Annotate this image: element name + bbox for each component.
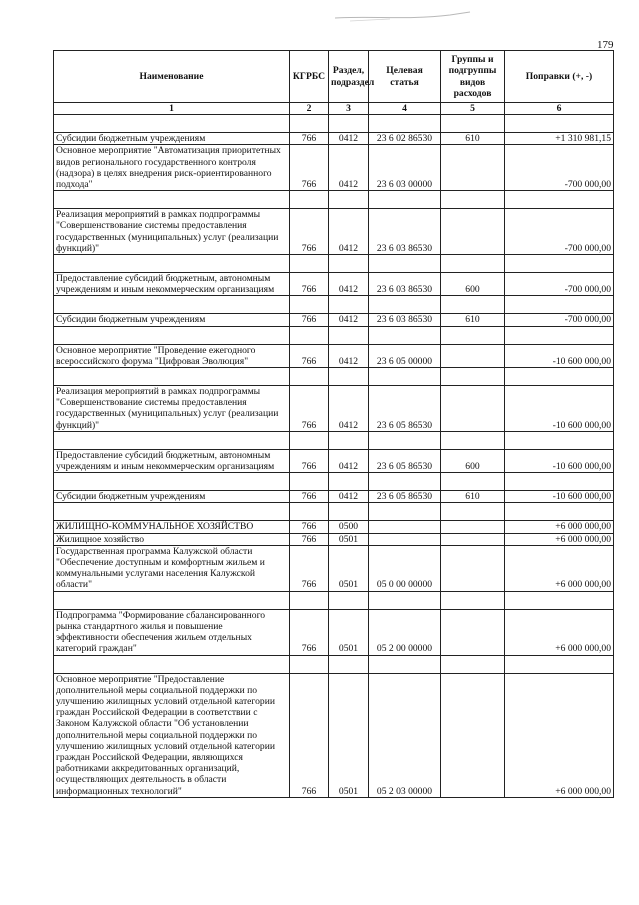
- row-target: 23 6 05 86530: [369, 449, 441, 472]
- column-number: 3: [329, 103, 369, 115]
- table-row: [54, 545, 614, 591]
- row-target: [369, 521, 441, 533]
- row-target: 23 6 05 00000: [369, 344, 441, 367]
- row-group: [441, 209, 505, 255]
- row-section: 0412: [329, 133, 369, 145]
- table-row: [54, 209, 614, 255]
- row-name: Жилищное хозяйство: [54, 533, 290, 545]
- header-amendments: Поправки (+, -): [505, 51, 614, 103]
- table-row: [54, 273, 614, 296]
- row-amount: +6 000 000,00: [505, 533, 614, 545]
- row-group: [441, 533, 505, 545]
- row-kgrbs: 766: [290, 145, 329, 191]
- row-section: 0412: [329, 314, 369, 326]
- row-amount: -700 000,00: [505, 209, 614, 255]
- table-row: [54, 344, 614, 367]
- row-amount: -10 600 000,00: [505, 386, 614, 432]
- row-amount: -10 600 000,00: [505, 491, 614, 503]
- row-group: 610: [441, 491, 505, 503]
- table-row: [54, 145, 614, 191]
- row-name: Предоставление субсидий бюджетным, автономным учреждениям и иным некоммерческим организациям: [54, 449, 290, 472]
- header-kgrbs: КГРБС: [290, 51, 329, 103]
- row-section: 0501: [329, 545, 369, 591]
- row-name: Основное мероприятие "Проведение ежегодного всероссийского форума "Цифровая Эволюция": [54, 344, 290, 367]
- row-kgrbs: 766: [290, 449, 329, 472]
- row-name: Реализация мероприятий в рамках подпрограммы "Совершенствование системы предоставления государственных (муниципальных) услуг (реализации функций)": [54, 386, 290, 432]
- table-row: [54, 449, 614, 472]
- header-section: Раздел, подраздел: [329, 51, 369, 103]
- table-row: [54, 491, 614, 503]
- row-target: 23 6 02 86530: [369, 133, 441, 145]
- row-name: Субсидии бюджетным учреждениям: [54, 133, 290, 145]
- row-amount: +6 000 000,00: [505, 521, 614, 533]
- header-name: Наименование: [54, 51, 290, 103]
- scan-artifact: [330, 6, 490, 26]
- column-number: 5: [441, 103, 505, 115]
- row-group: [441, 673, 505, 797]
- row-group: [441, 386, 505, 432]
- row-kgrbs: 766: [290, 521, 329, 533]
- row-group: [441, 545, 505, 591]
- column-number: 4: [369, 103, 441, 115]
- row-amount: +6 000 000,00: [505, 673, 614, 797]
- row-section: 0412: [329, 273, 369, 296]
- table-row: [54, 609, 614, 655]
- row-target: 23 6 03 86530: [369, 273, 441, 296]
- row-name: Подпрограмма "Формирование сбалансированного рынка стандартного жилья и повышение эффективности обеспечения жильем отдельных категорий граждан": [54, 609, 290, 655]
- row-group: [441, 609, 505, 655]
- row-name: Государственная программа Калужской области "Обеспечение доступным и комфортным жильем и коммунальными услугами населения Калужской области": [54, 545, 290, 591]
- table-row: [54, 533, 614, 545]
- row-amount: -10 600 000,00: [505, 344, 614, 367]
- row-kgrbs: 766: [290, 609, 329, 655]
- table-row: [54, 314, 614, 326]
- row-kgrbs: 766: [290, 209, 329, 255]
- budget-amendments-table: [53, 50, 614, 798]
- row-group: [441, 145, 505, 191]
- column-number: 1: [54, 103, 290, 115]
- row-section: 0412: [329, 386, 369, 432]
- row-target: [369, 533, 441, 545]
- row-amount: -700 000,00: [505, 314, 614, 326]
- row-kgrbs: 766: [290, 273, 329, 296]
- row-amount: -700 000,00: [505, 273, 614, 296]
- page-number: 179: [597, 39, 614, 51]
- table-row: [54, 673, 614, 797]
- table-row: [54, 133, 614, 145]
- row-section: 0500: [329, 521, 369, 533]
- row-group: 610: [441, 314, 505, 326]
- row-section: 0412: [329, 449, 369, 472]
- row-amount: +6 000 000,00: [505, 609, 614, 655]
- row-section: 0501: [329, 673, 369, 797]
- row-section: 0412: [329, 145, 369, 191]
- row-section: 0412: [329, 209, 369, 255]
- row-kgrbs: 766: [290, 545, 329, 591]
- row-kgrbs: 766: [290, 673, 329, 797]
- column-number: 6: [505, 103, 614, 115]
- row-kgrbs: 766: [290, 491, 329, 503]
- row-section: 0501: [329, 533, 369, 545]
- row-target: 23 6 03 86530: [369, 314, 441, 326]
- row-target: 23 6 03 86530: [369, 209, 441, 255]
- row-name: ЖИЛИЩНО-КОММУНАЛЬНОЕ ХОЗЯЙСТВО: [54, 521, 290, 533]
- row-amount: +6 000 000,00: [505, 545, 614, 591]
- table-row: [54, 386, 614, 432]
- row-name: Реализация мероприятий в рамках подпрограммы "Совершенствование системы предоставления государственных (муниципальных) услуг (реализации функций)": [54, 209, 290, 255]
- row-target: 23 6 05 86530: [369, 491, 441, 503]
- row-target: 23 6 05 86530: [369, 386, 441, 432]
- row-amount: +1 310 981,15: [505, 133, 614, 145]
- row-name: Субсидии бюджетным учреждениям: [54, 314, 290, 326]
- row-kgrbs: 766: [290, 344, 329, 367]
- row-section: 0412: [329, 491, 369, 503]
- row-amount: -10 600 000,00: [505, 449, 614, 472]
- header-groups: Группы и подгруппы видов расходов: [441, 51, 505, 103]
- row-section: 0501: [329, 609, 369, 655]
- row-target: 23 6 03 00000: [369, 145, 441, 191]
- row-target: 05 2 03 00000: [369, 673, 441, 797]
- row-group: 610: [441, 133, 505, 145]
- row-kgrbs: 766: [290, 386, 329, 432]
- row-kgrbs: 766: [290, 314, 329, 326]
- row-name: Основное мероприятие "Предоставление дополнительной меры социальной поддержки по улучшению жилищных условий отдельной категории граждан Российской Федерации в соответствии с Законом Калужской области "Об установлении дополнительной меры социальной поддержки по улучшению жилищных условий отдельной категории граждан Российской Федерации, являющихся работниками аккредитованных организаций, осуществляющих деятельность в области информационных технологий": [54, 673, 290, 797]
- row-group: [441, 344, 505, 367]
- header-target: Целевая статья: [369, 51, 441, 103]
- row-amount: -700 000,00: [505, 145, 614, 191]
- table-row: [54, 521, 614, 533]
- row-kgrbs: 766: [290, 133, 329, 145]
- row-target: 05 2 00 00000: [369, 609, 441, 655]
- row-name: Основное мероприятие "Автоматизация приоритетных видов регионального государственного контроля (надзора) в целях внедрения риск-ориентированного подхода": [54, 145, 290, 191]
- row-kgrbs: 766: [290, 533, 329, 545]
- row-group: 600: [441, 449, 505, 472]
- row-name: Субсидии бюджетным учреждениям: [54, 491, 290, 503]
- row-group: [441, 521, 505, 533]
- row-group: 600: [441, 273, 505, 296]
- column-number: 2: [290, 103, 329, 115]
- row-section: 0412: [329, 344, 369, 367]
- row-name: Предоставление субсидий бюджетным, автономным учреждениям и иным некоммерческим организациям: [54, 273, 290, 296]
- row-target: 05 0 00 00000: [369, 545, 441, 591]
